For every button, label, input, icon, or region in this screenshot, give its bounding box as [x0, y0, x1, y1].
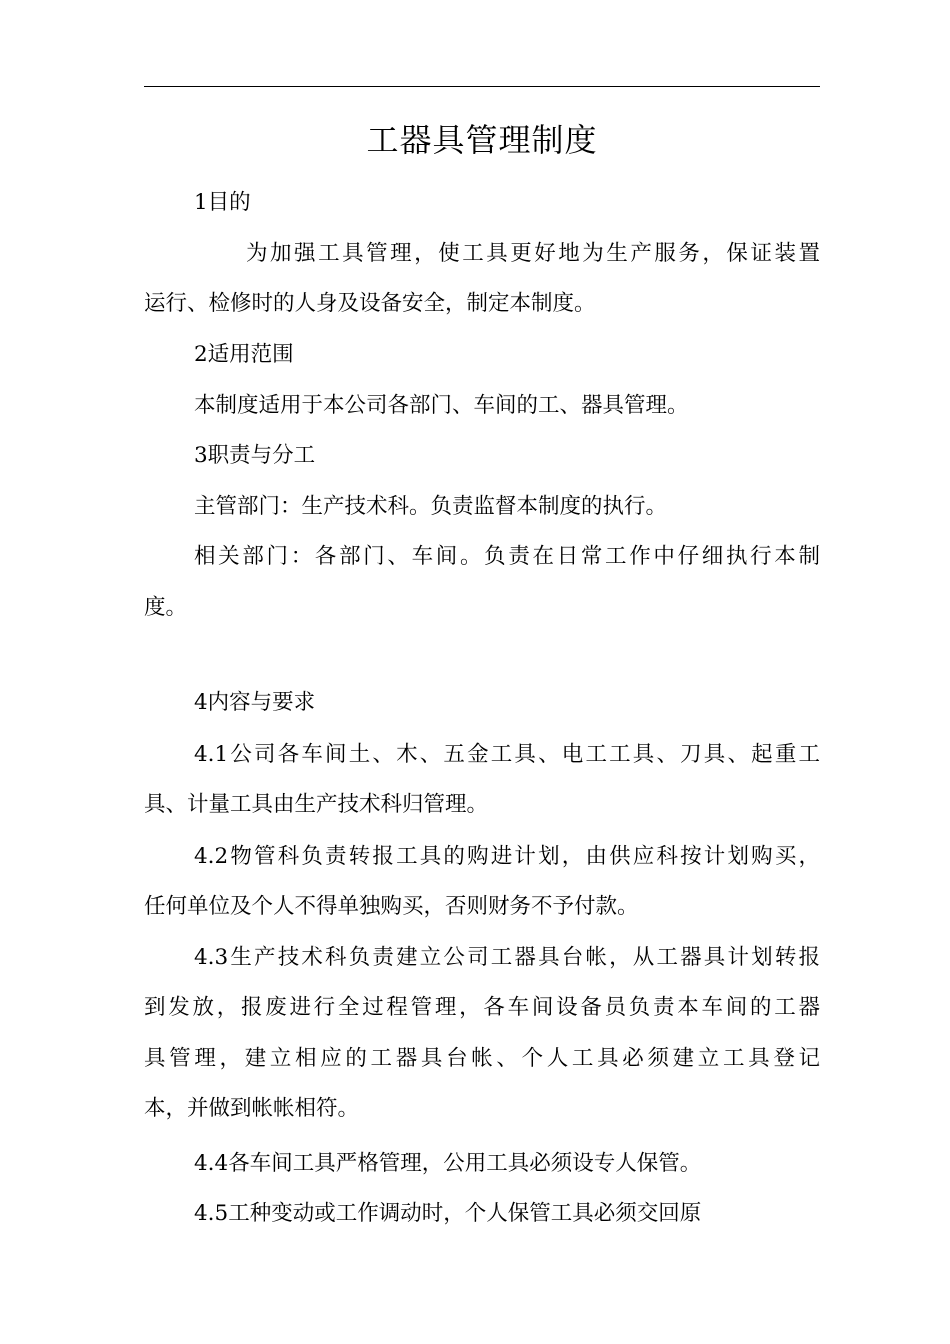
- paragraph-line: 度。: [144, 595, 188, 620]
- paragraph-line: 为加强工具管理，使工具更好地为生产服务，保证装置: [246, 241, 820, 266]
- heading-scope: 2适用范围: [194, 342, 294, 367]
- paragraph-line: 4.1公司各车间土、木、五金工具、电工工具、刀具、起重工: [194, 742, 820, 767]
- heading-responsibilities: 3职责与分工: [194, 443, 316, 468]
- document-title: 工器具管理制度: [366, 121, 598, 159]
- heading-purpose: 1目的: [194, 190, 251, 215]
- paragraph-line: 任何单位及个人不得单独购买，否则财务不予付款。: [144, 894, 639, 919]
- paragraph-line: 4.4各车间工具严格管理，公用工具必须设专人保管。: [194, 1151, 702, 1176]
- paragraph-line: 到发放，报废进行全过程管理，各车间设备员负责本车间的工器: [144, 995, 820, 1020]
- heading-content-requirements: 4内容与要求: [194, 690, 316, 715]
- paragraph-line: 4.2物管科负责转报工具的购进计划，由供应科按计划购买，: [194, 844, 820, 869]
- paragraph-line: 具管理，建立相应的工器具台帐、个人工具必须建立工具登记: [144, 1046, 820, 1071]
- paragraph-line: 4.5工种变动或工作调动时，个人保管工具必须交回原: [194, 1201, 702, 1226]
- paragraph-line: 具、计量工具由生产技术科归管理。: [144, 792, 489, 817]
- paragraph-line: 本，并做到帐帐相符。: [144, 1096, 360, 1121]
- header-rule: [144, 86, 820, 87]
- paragraph-line: 主管部门：生产技术科。负责监督本制度的执行。: [194, 494, 668, 519]
- paragraph-line: 相关部门：各部门、车间。负责在日常工作中仔细执行本制: [194, 544, 820, 569]
- paragraph-line: 运行、检修时的人身及设备安全，制定本制度。: [144, 291, 596, 316]
- paragraph-line: 本制度适用于本公司各部门、车间的工、器具管理。: [194, 393, 689, 418]
- paragraph-line: 4.3生产技术科负责建立公司工器具台帐，从工器具计划转报: [194, 945, 820, 970]
